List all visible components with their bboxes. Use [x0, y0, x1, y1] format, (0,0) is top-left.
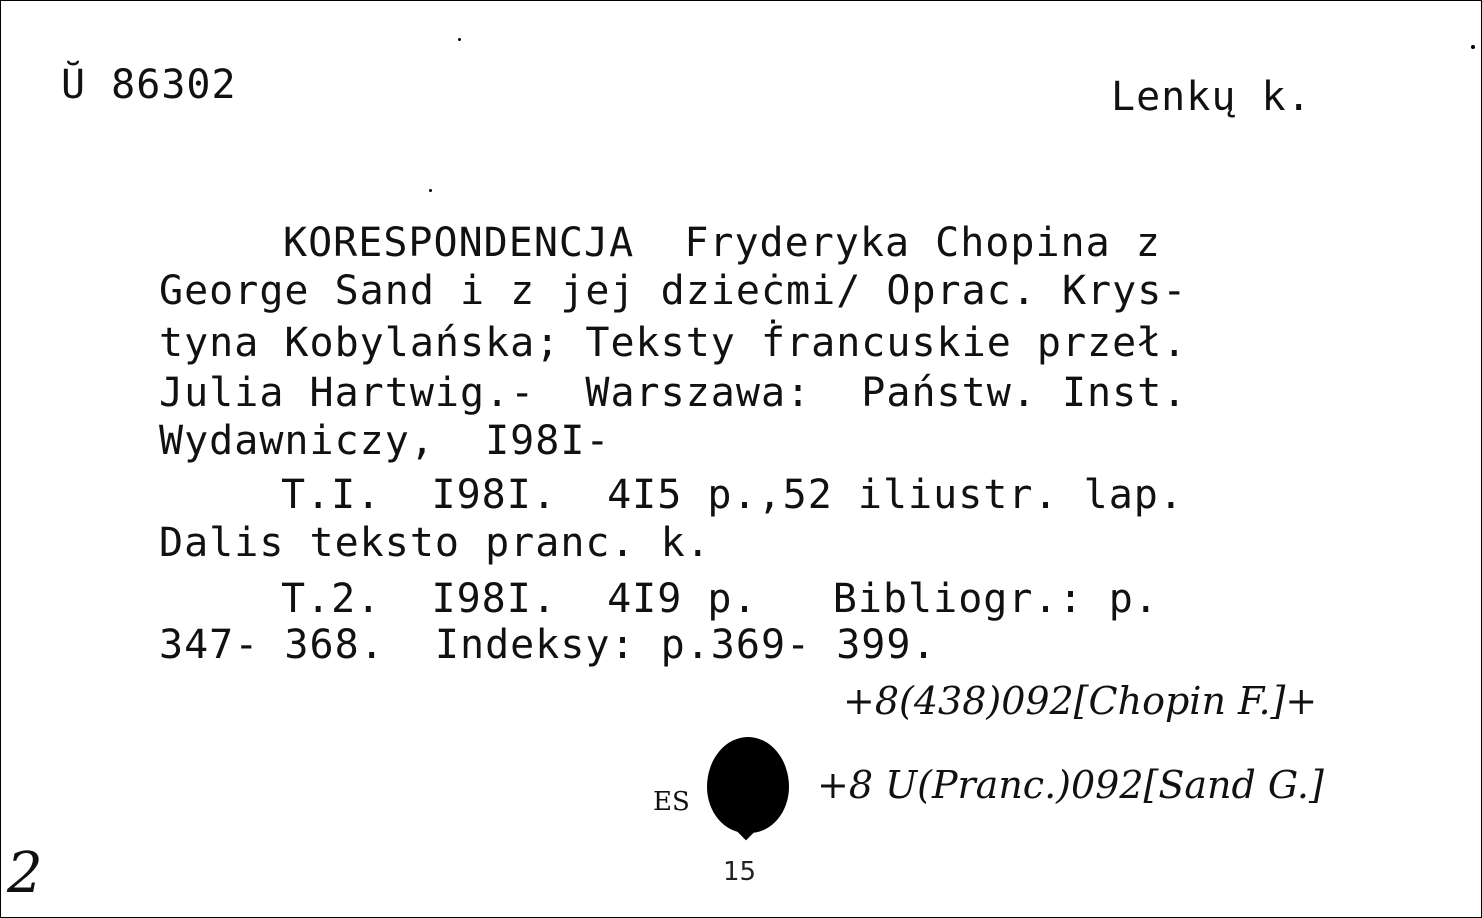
record-line-6: T.I. I98I. 4I5 p.,52 iliustr. lap. [281, 472, 1184, 518]
specks [458, 38, 461, 41]
record-line-2: George Sand i z jej dzieċmi/ Oprac. Krys- [159, 268, 1188, 314]
specks [429, 189, 432, 192]
call-number: Ŭ 86302 [61, 62, 237, 108]
record-line-1: KORESPONDENCJA Fryderyka Chopina z [283, 220, 1161, 266]
handwritten-classification-2: +8 U(Pranc.)092[Sand G.] [817, 763, 1324, 807]
record-line-8: T.2. I98I. 4I9 p. Bibliogr.: p. [281, 576, 1159, 622]
stamp-label: ES [653, 787, 690, 817]
corner-pencil-mark: 2 [7, 841, 43, 906]
record-line-3: tyna Kobylańska; Teksty ḟrancuskie przeł. [159, 320, 1188, 366]
specks [1471, 45, 1475, 49]
handwritten-classification-1: +8(438)092[Chopin F.]+ [843, 679, 1318, 723]
record-line-5: Wydawniczy, I98I- [159, 418, 611, 464]
ink-stamp-blot [707, 737, 789, 833]
record-line-4: Julia Hartwig.- Warszawa: Państw. Inst. [159, 370, 1188, 416]
bottom-pencil-mark: 15 [723, 857, 757, 887]
record-line-9: 347- 368. Indeksy: p.369- 399. [159, 622, 937, 668]
location-note: Lenkų k. [1111, 74, 1312, 120]
record-line-7: Dalis teksto pranc. k. [159, 520, 711, 566]
